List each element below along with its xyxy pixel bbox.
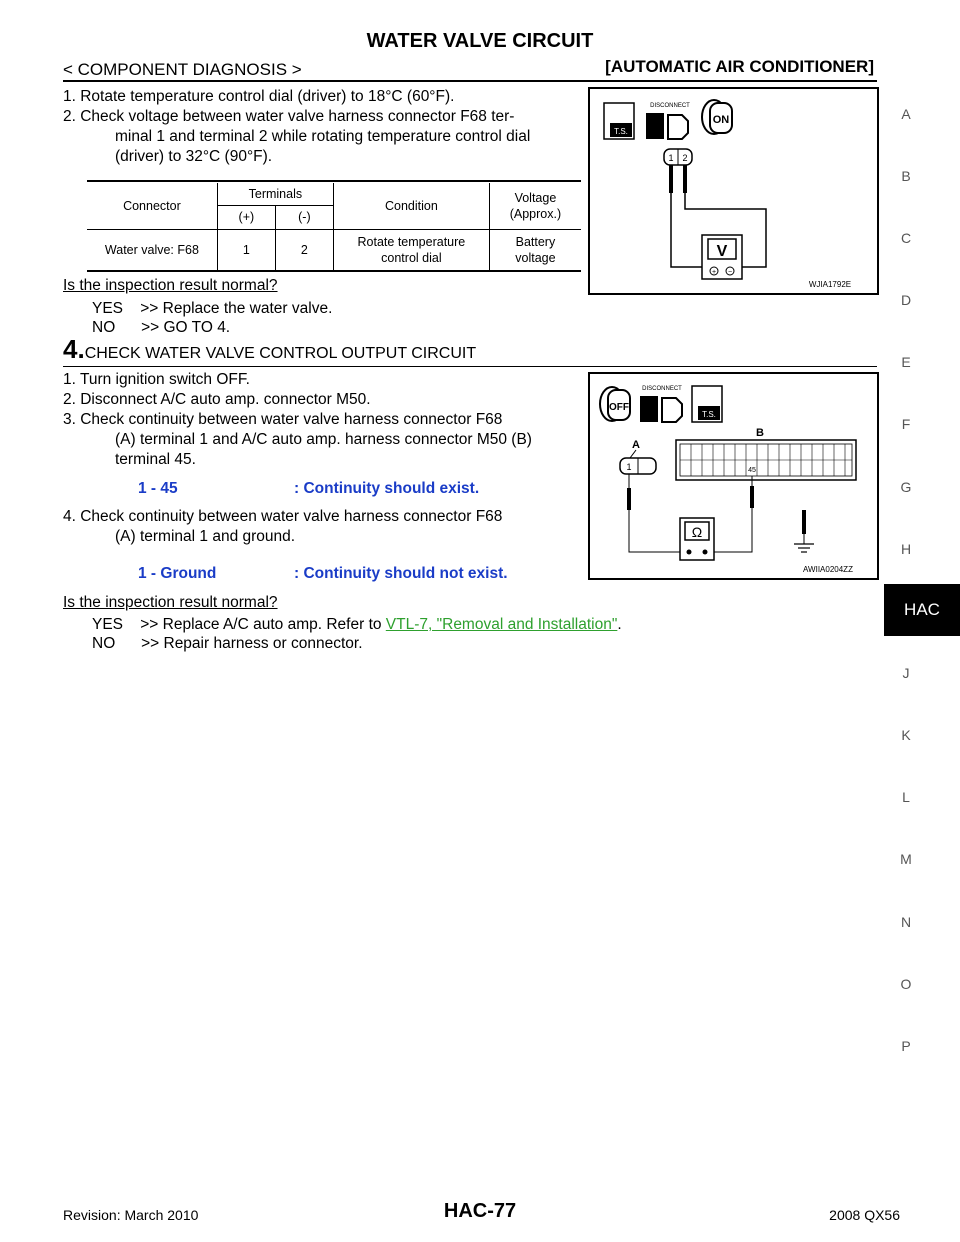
index-letter-f[interactable]: F (901, 416, 911, 432)
cell-voltage-line2: voltage (515, 250, 556, 265)
ts-icon (604, 103, 634, 139)
index-letter-c[interactable]: C (900, 230, 912, 246)
index-letter-h[interactable]: H (900, 541, 912, 557)
step4-rule (63, 366, 877, 367)
ts-icon (692, 386, 722, 422)
step4-item-3-cont2: terminal 45. (115, 451, 196, 468)
ignition-off-icon (600, 387, 630, 421)
section-right-label: [AUTOMATIC AIR CONDITIONER] (605, 57, 874, 76)
pin-1-label: 1 (626, 462, 632, 472)
index-letter-m[interactable]: M (900, 851, 912, 867)
step3-instructions (63, 87, 578, 167)
meter-leads (629, 474, 814, 552)
step3-question: Is the inspection result normal? (63, 277, 278, 294)
cell-voltage-line1: Battery (515, 234, 556, 249)
voltmeter-label: V (716, 243, 728, 260)
step4-yes (92, 615, 622, 635)
col-voltage (489, 183, 581, 229)
disconnect-icon (640, 386, 682, 422)
section-left-label: < COMPONENT DIAGNOSIS > (63, 60, 302, 79)
connector-a-label: A (632, 439, 640, 451)
spec1-result: : Continuity should exist. (294, 480, 480, 497)
continuity-check-figure (588, 372, 879, 580)
footer-model: 2008 QX56 (829, 1207, 900, 1223)
connector-b-label: B (756, 427, 764, 439)
page-number: HAC-77 (443, 1200, 517, 1222)
cell-connector: Water valve: F68 (87, 229, 217, 271)
step4-item-4: 4. Check continuity between water valve harness connector F68 (63, 508, 503, 525)
step3-yes: YES >> Replace the water valve. (92, 300, 333, 317)
step4-question: Is the inspection result normal? (63, 594, 278, 611)
step4-instructions-2 (63, 507, 578, 547)
cell-condition (333, 229, 489, 271)
step3-no: NO >> GO TO 4. (92, 319, 231, 336)
header-rule (63, 80, 877, 82)
step3-item-2-cont2: (driver) to 32°C (90°F). (115, 148, 273, 165)
voltage-check-figure (588, 87, 879, 295)
col-plus: (+) (217, 205, 275, 229)
cell-minus: 2 (275, 229, 333, 271)
connector-f68 (664, 149, 692, 165)
col-terminals: Terminals (217, 183, 333, 205)
voltage-spec-table (87, 180, 581, 272)
step4-number: 4. (63, 334, 85, 364)
plus-terminal: + (711, 269, 717, 276)
step4-yes-suffix: . (617, 616, 622, 633)
figure-code: WJIA1792E (808, 280, 852, 289)
removal-installation-link[interactable]: VTL-7, "Removal and Installation" (385, 616, 618, 633)
step4-item-3-cont: (A) terminal 1 and A/C auto amp. harness connector M50 (B) (115, 431, 532, 448)
index-letter-e[interactable]: E (901, 354, 911, 370)
step4-no: NO >> Repair harness or connector. (92, 635, 363, 652)
step4-item-2: 2. Disconnect A/C auto amp. connector M50. (63, 391, 371, 408)
index-letter-p[interactable]: P (901, 1038, 911, 1054)
voltmeter-icon (702, 235, 742, 279)
step4-item-4-cont: (A) terminal 1 and ground. (115, 528, 296, 545)
off-label: OFF (609, 402, 629, 413)
col-voltage-line1: Voltage (514, 190, 557, 205)
ts-label: T.S. (614, 127, 628, 136)
spec2-terminals: 1 - Ground (138, 565, 217, 582)
index-letter-b[interactable]: B (901, 168, 911, 184)
figure-code: AWIIA0204ZZ (803, 565, 853, 574)
index-letter-a[interactable]: A (901, 106, 911, 122)
step4-instructions (63, 370, 578, 470)
cell-voltage (489, 229, 581, 271)
col-condition: Condition (333, 183, 489, 229)
disconnect-icon (646, 103, 690, 139)
disconnect-label: DISCONNECT (642, 386, 682, 392)
page-title: WATER VALVE CIRCUIT (366, 30, 594, 52)
connector-a-f68 (620, 439, 656, 474)
on-label: ON (712, 114, 730, 126)
step3-item-1: 1. Rotate temperature control dial (driver) to 18°C (60°F). (63, 88, 455, 105)
step4-item-1: 1. Turn ignition switch OFF. (63, 371, 250, 388)
voltage-check-diagram (590, 89, 877, 293)
index-letter-d[interactable]: D (900, 292, 912, 308)
ohmmeter-label: Ω (691, 524, 703, 540)
index-letter-o[interactable]: O (900, 976, 912, 992)
pin-1-label: 1 (668, 153, 674, 163)
minus-terminal: − (727, 269, 733, 276)
spec2-result: : Continuity should not exist. (294, 565, 508, 582)
index-letter-n[interactable]: N (900, 914, 912, 930)
spec1-terminals: 1 - 45 (138, 480, 178, 497)
col-connector: Connector (87, 183, 217, 229)
pin-45-label: 45 (748, 467, 756, 474)
cell-plus: 1 (217, 229, 275, 271)
index-letter-g[interactable]: G (900, 479, 912, 495)
ohmmeter-icon (680, 518, 714, 560)
step4-yes-text: YES >> Replace A/C auto amp. Refer to (92, 616, 386, 633)
connector-b-m50 (676, 427, 856, 480)
step4-title: CHECK WATER VALVE CONTROL OUTPUT CIRCUIT (84, 345, 477, 362)
pin-2-label: 2 (682, 153, 688, 163)
index-tab-hac-active[interactable]: HAC (884, 584, 960, 636)
footer-revision: Revision: March 2010 (63, 1207, 199, 1223)
index-letter-j[interactable]: J (902, 665, 910, 681)
step4-item-3: 3. Check continuity between water valve harness connector F68 (63, 411, 503, 428)
step3-item-2-cont: minal 1 and terminal 2 while rotating temperature control dial (115, 128, 531, 145)
continuity-check-diagram (590, 374, 877, 578)
ts-label: T.S. (702, 410, 716, 419)
disconnect-label: DISCONNECT (650, 103, 690, 109)
step3-item-2: 2. Check voltage between water valve harness connector F68 ter- (63, 108, 515, 125)
col-voltage-line2: (Approx.) (509, 206, 562, 221)
index-letter-k[interactable]: K (901, 727, 911, 743)
col-minus: (-) (275, 205, 333, 229)
ignition-on-icon (702, 100, 732, 134)
cell-condition-line1: Rotate temperature (357, 234, 466, 249)
cell-condition-line2: control dial (381, 250, 442, 265)
index-letter-l[interactable]: L (902, 789, 910, 805)
step4-heading (63, 334, 476, 365)
section-index-sidebar (884, 0, 960, 1242)
